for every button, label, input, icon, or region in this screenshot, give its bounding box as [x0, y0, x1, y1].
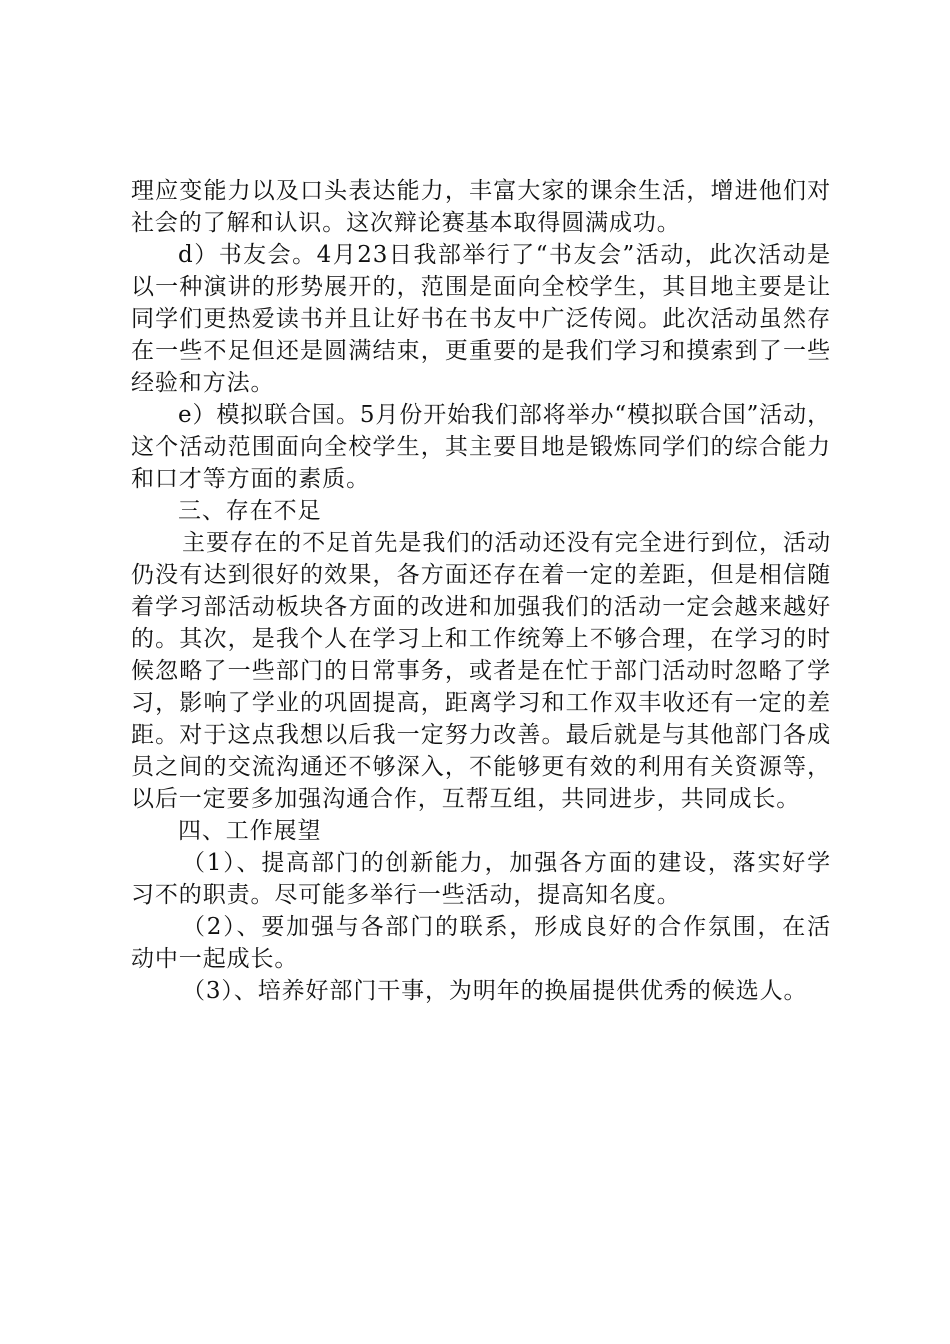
outlook-item-2: （2）、要加强与各部门的联系，形成良好的合作氛围，在活动中一起成长。 [131, 914, 831, 972]
paragraph-model-un: e）模拟联合国。5月份开始我们部将举办“模拟联合国”活动，这个活动范围面向全校学生，其主要目地是锻炼同学们的综合能力和口才等方面的素质。 [131, 402, 831, 492]
section-heading-shortcomings: 三、存在不足 [178, 498, 322, 524]
paragraph-debate-conclusion: 理应变能力以及口头表达能力，丰富大家的课余生活，增进他们对社会的了解和认识。这次辩论赛基本取得圆满成功。 [131, 178, 831, 236]
document-body [131, 175, 831, 1007]
paragraph-book-club: d）书友会。4月23日我部举行了“书友会”活动，此次活动是以一种演讲的形势展开的，范围是面向全校学生，其目地主要是让同学们更热爱读书并且让好书在书友中广泛传阅。此次活动虽然存在一些不足但还是圆满结束，更重要的是我们学习和摸索到了一些经验和方法。 [131, 242, 831, 396]
section-heading-outlook: 四、工作展望 [178, 818, 322, 844]
outlook-item-1: （1）、提高部门的创新能力，加强各方面的建设，落实好学习不的职责。尽可能多举行一些活动，提高知名度。 [131, 850, 831, 908]
outlook-item-3: （3）、培养好部门干事，为明年的换届提供优秀的候选人。 [182, 978, 808, 1004]
paragraph-shortcomings: 主要存在的不足首先是我们的活动还没有完全进行到位，活动仍没有达到很好的效果，各方面还存在着一定的差距，但是相信随着学习部活动板块各方面的改进和加强我们的活动一定会越来越好的。其次，是我个人在学习上和工作统筹上不够合理，在学习的时候忽略了一些部门的日常事务，或者是在忙于部门活动时忽略了学习，影响了学业的巩固提高，距离学习和工作双丰收还有一定的差距。对于这点我想以后我一定努力改善。最后就是与其他部门各成员之间的交流沟通还不够深入，不能够更有效的利用有关资源等，以后一定要多加强沟通合作，互帮互组，共同进步，共同成长。 [131, 530, 831, 812]
